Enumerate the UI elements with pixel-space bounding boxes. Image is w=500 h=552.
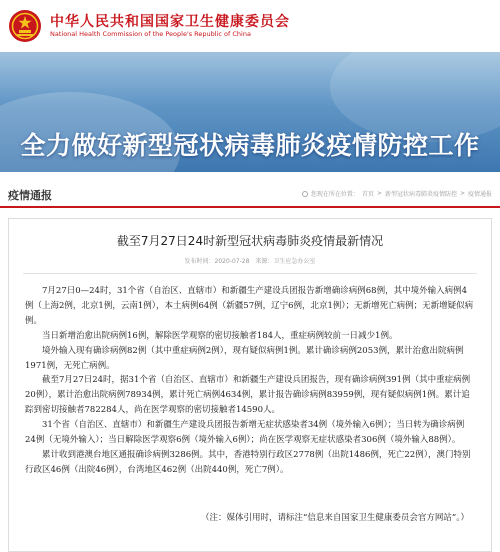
breadcrumb [302, 189, 492, 198]
site-name-english: National Health Commission of the People's Republic of China [50, 29, 251, 38]
breadcrumb-item-current[interactable]: 疫情通报 [467, 191, 492, 198]
campaign-banner [0, 52, 500, 172]
paragraph-new-cases: 7月27日0—24时，31个省（自治区、直辖市）和新疆生产建设兵团报告新增确诊病例68例，其中境外输入病例4例（上海2例，北京1例，云南1例），本土病例64例（新疆57例，辽宁6例，北京1例）；无新增死亡病例；无新增疑似病例。 [25, 286, 474, 326]
section-label: 疫情通报 [8, 189, 52, 202]
paragraph-imported: 境外输入现有确诊病例82例（其中重症病例2例），现有疑似病例1例。累计确诊病例2053例，累计治愈出院病例1971例，无死亡病例。 [25, 345, 464, 371]
article-meta [9, 256, 491, 264]
article-title: 截至7月27日24时新型冠状病毒肺炎疫情最新情况 [116, 234, 384, 248]
location-icon [302, 191, 308, 197]
breadcrumb-item-topic[interactable]: 新型冠状病毒肺炎疫情防控 [384, 191, 457, 198]
media-citation-note: （注：媒体引用时，请标注“信息来自国家卫生健康委员会官方网站”。） [201, 513, 469, 523]
paragraph-hk-macao-taiwan: 累计收到港澳台地区通报确诊病例3286例。其中，香港特别行政区2778例（出院1486例，死亡22例），澳门特别行政区46例（出院46例），台湾地区462例（出院440例，死亡7例）。 [25, 449, 471, 475]
site-header [0, 0, 500, 52]
national-emblem-icon[interactable] [8, 9, 42, 43]
paragraph-recoveries: 当日新增治愈出院病例16例，解除医学观察的密切接触者184人，重症病例较前一日减少1例。 [42, 330, 398, 341]
section-bar [0, 182, 500, 208]
paragraph-asymptomatic: 31个省（自治区、直辖市）和新疆生产建设兵团报告新增无症状感染者34例（境外输入6例）；当日转为确诊病例24例（无境外输入）；当日解除医学观察6例（境外输入6例）；尚在医学观察无症状感染者306例（境外输入88例）。 [25, 420, 465, 446]
article-container [8, 218, 492, 552]
breadcrumb-item-home[interactable]: 首页 [361, 191, 374, 198]
article-source: 来源：卫生应急办公室 [255, 258, 316, 265]
breadcrumb-separator: > [376, 190, 382, 197]
article-body [9, 274, 491, 478]
site-titles [50, 14, 290, 39]
breadcrumb-prefix: 您现在所在位置： [310, 191, 359, 198]
site-name[interactable]: 中华人民共和国国家卫生健康委员会 [50, 13, 290, 30]
publish-date: 发布时间：2020-07-28 [184, 258, 250, 265]
breadcrumb-separator: > [459, 190, 465, 197]
paragraph-cumulative: 截至7月27日24时，据31个省（自治区、直辖市）和新疆生产建设兵团报告，现有确诊病例391例（其中重症病例20例），累计治愈出院病例78934例，累计死亡病例4634例，累计报告确诊病例83959例，现有疑似病例1例。累计追踪到密切接触者782284人，尚在医学观察的密切接触者14590人。 [25, 375, 471, 416]
banner-title: 全力做好新型冠状病毒肺炎疫情防控工作 [20, 131, 480, 160]
